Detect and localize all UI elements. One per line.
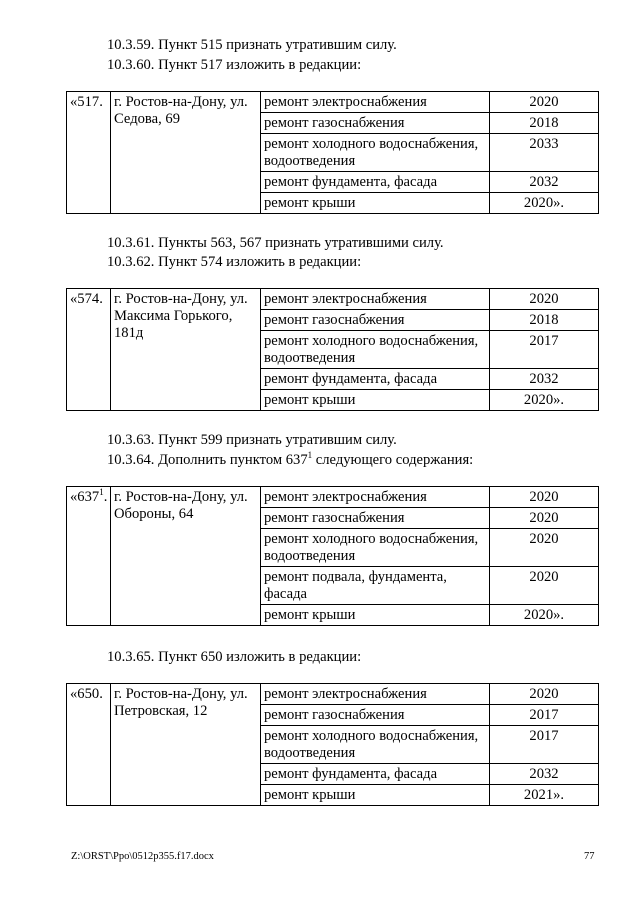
year-cell: 2020: [490, 289, 599, 310]
paragraph-10-3-60: 10.3.60. Пункт 517 изложить в редакции:: [107, 57, 362, 73]
item-number: [67, 487, 111, 626]
year-cell: 2020: [490, 487, 599, 508]
footer-file-path: Z:\ORST\Ppo\0512p355.f17.docx: [71, 851, 214, 862]
year-cell: 2032: [490, 764, 599, 785]
item-number: «574.: [67, 289, 111, 411]
work-cell: ремонт крыши: [261, 605, 490, 626]
paragraph-10-3-64: [107, 451, 473, 470]
work-cell: ремонт газоснабжения: [261, 705, 490, 726]
work-cell: ремонт крыши: [261, 390, 490, 411]
year-cell: 2020: [490, 529, 599, 567]
paragraph-10-3-63: 10.3.63. Пункт 599 признать утратившим силу.: [107, 432, 397, 448]
year-cell: 2020: [490, 567, 599, 605]
table-item-574: [66, 288, 599, 411]
year-cell: 2021».: [490, 785, 599, 806]
work-cell: ремонт электроснабжения: [261, 289, 490, 310]
table-row: [67, 289, 599, 310]
paragraph-10-3-62: 10.3.62. Пункт 574 изложить в редакции:: [107, 254, 362, 270]
item-number: «650.: [67, 684, 111, 806]
work-cell: ремонт крыши: [261, 193, 490, 214]
table-row: [67, 92, 599, 113]
table-item-650: [66, 683, 599, 806]
work-cell: ремонт холодного водоснабжения, водоотведения: [261, 529, 490, 567]
item-number-suffix: .: [103, 489, 108, 505]
work-cell: ремонт холодного водоснабжения, водоотведения: [261, 331, 490, 369]
table-row: [67, 487, 599, 508]
work-cell: ремонт электроснабжения: [261, 92, 490, 113]
year-cell: 2017: [490, 331, 599, 369]
table-item-517: [66, 91, 599, 214]
paragraph-10-3-65: 10.3.65. Пункт 650 изложить в редакции:: [107, 649, 362, 665]
paragraph-10-3-59: 10.3.59. Пункт 515 признать утратившим силу.: [107, 37, 397, 53]
year-cell: 2033: [490, 134, 599, 172]
paragraph-10-3-61: 10.3.61. Пункты 563, 567 признать утратившими силу.: [107, 235, 444, 251]
work-cell: ремонт крыши: [261, 785, 490, 806]
paragraph-text: 10.3.64. Дополнить пунктом 637: [107, 452, 308, 468]
item-address: г. Ростов-на-Дону, ул. Максима Горького, 181д: [111, 289, 261, 411]
work-cell: ремонт газоснабжения: [261, 113, 490, 134]
item-number: «517.: [67, 92, 111, 214]
item-number-text: «637: [70, 489, 100, 505]
work-cell: ремонт газоснабжения: [261, 508, 490, 529]
work-cell: ремонт подвала, фундамента, фасада: [261, 567, 490, 605]
table-item-637-1: [66, 486, 599, 626]
year-cell: 2020: [490, 684, 599, 705]
footer-page-number: 77: [584, 851, 595, 862]
year-cell: 2020».: [490, 390, 599, 411]
year-cell: 2018: [490, 310, 599, 331]
work-cell: ремонт фундамента, фасада: [261, 172, 490, 193]
work-cell: ремонт фундамента, фасада: [261, 764, 490, 785]
work-cell: ремонт фундамента, фасада: [261, 369, 490, 390]
year-cell: 2020: [490, 92, 599, 113]
item-address: г. Ростов-на-Дону, ул. Седова, 69: [111, 92, 261, 214]
work-cell: ремонт холодного водоснабжения, водоотведения: [261, 134, 490, 172]
year-cell: 2020: [490, 508, 599, 529]
work-cell: ремонт газоснабжения: [261, 310, 490, 331]
table-row: [67, 684, 599, 705]
superscript: 1: [307, 450, 313, 460]
year-cell: 2032: [490, 172, 599, 193]
year-cell: 2020».: [490, 193, 599, 214]
work-cell: ремонт холодного водоснабжения, водоотведения: [261, 726, 490, 764]
year-cell: 2018: [490, 113, 599, 134]
year-cell: 2020».: [490, 605, 599, 626]
item-address: г. Ростов-на-Дону, ул. Обороны, 64: [111, 487, 261, 626]
year-cell: 2032: [490, 369, 599, 390]
work-cell: ремонт электроснабжения: [261, 487, 490, 508]
work-cell: ремонт электроснабжения: [261, 684, 490, 705]
year-cell: 2017: [490, 705, 599, 726]
item-number-superscript: 1: [99, 487, 104, 497]
paragraph-text-suffix: следующего содержания:: [312, 452, 474, 468]
year-cell: 2017: [490, 726, 599, 764]
item-address: г. Ростов-на-Дону, ул. Петровская, 12: [111, 684, 261, 806]
